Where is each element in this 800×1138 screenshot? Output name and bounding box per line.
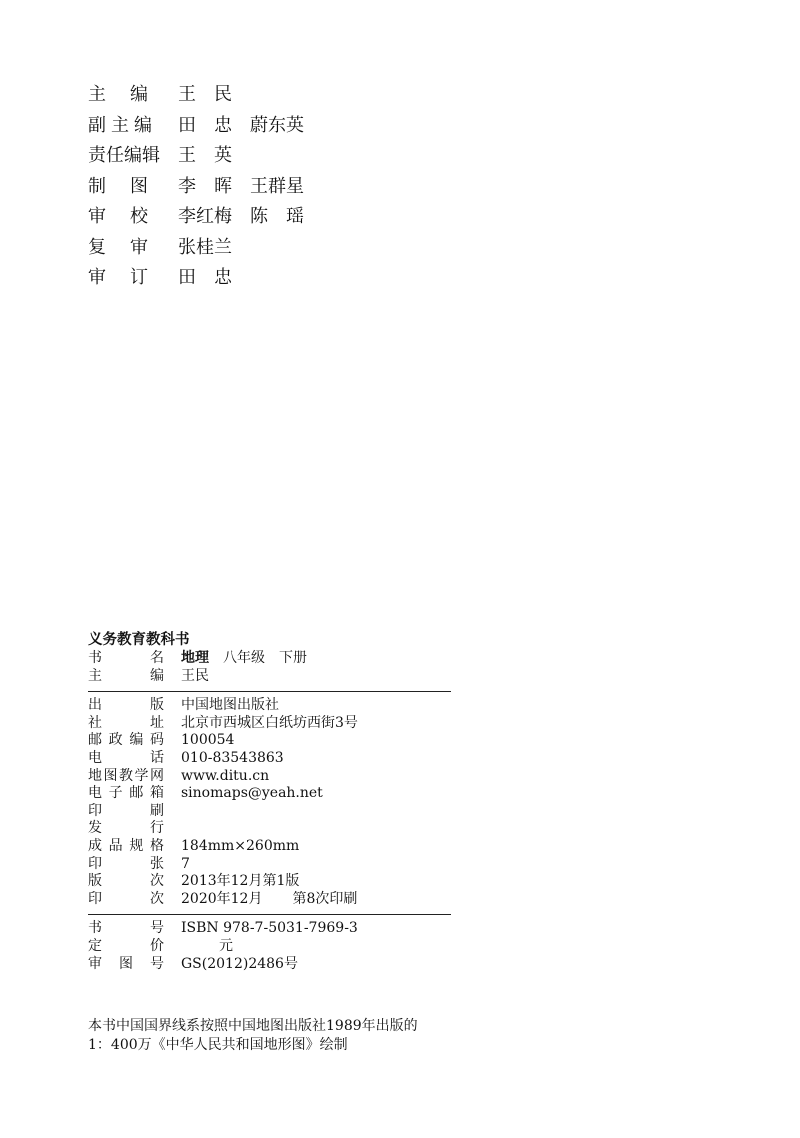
price-row	[88, 938, 451, 956]
credit-names: 王 英	[178, 145, 232, 166]
distribution-row	[88, 820, 451, 838]
credit-names: 田 忠 蔚东英	[178, 114, 304, 136]
impression-row	[88, 891, 451, 909]
website-label: 地 图 教 学 网	[88, 767, 164, 784]
credit-role: 审 校	[88, 206, 148, 227]
printing-label: 印 刷	[88, 802, 164, 819]
credit-names: 王 民	[178, 84, 232, 105]
isbn-label: 书 号	[88, 920, 164, 937]
book-name-row	[88, 650, 451, 668]
impression-label: 印 次	[88, 890, 164, 907]
boundary-note-line-2: 1：400万《中华人民共和国地形图》绘制	[88, 1037, 348, 1053]
credit-names: 李 晖 王群星	[178, 175, 304, 197]
printing-row	[88, 803, 451, 821]
sheets-value: 7	[181, 855, 190, 872]
editor-value: 王民	[181, 667, 209, 684]
distribution-label: 发 行	[88, 820, 164, 837]
boundary-note-line-1: 本书中国国界线系按照中国地图出版社1989年出版的	[88, 1018, 418, 1034]
website-value: www.ditu.cn	[181, 767, 270, 784]
size-row	[88, 838, 451, 856]
phone-value: 010-83543863	[181, 749, 284, 766]
divider-bottom	[88, 914, 451, 915]
publisher-value: 中国地图出版社	[181, 697, 279, 714]
isbn-value: ISBN 978-7-5031-7969-3	[181, 920, 358, 937]
phone-row	[88, 750, 451, 768]
map-review-label: 审 图 号	[88, 955, 164, 972]
credit-role: 责 任 编 辑	[88, 145, 160, 166]
email-value: sinomaps@yeah.net	[181, 785, 323, 802]
impression-value: 2020年12月 第8次印刷	[181, 890, 358, 907]
edition-row	[88, 873, 451, 891]
book-name-label: 书 名	[88, 650, 164, 666]
editor-row	[88, 668, 451, 686]
credit-role: 副 主 编	[88, 114, 152, 136]
credit-role: 复 审	[88, 236, 148, 258]
price-label: 定 价	[88, 937, 164, 954]
credit-names: 田 忠	[178, 267, 232, 288]
address-label: 社 址	[88, 714, 164, 731]
price-value: 元	[219, 937, 233, 954]
postcode-row	[88, 732, 451, 750]
publisher-label: 出 版	[88, 697, 164, 714]
isbn-row	[88, 920, 451, 938]
series-title: 义务教育教科书	[88, 631, 190, 648]
editor-label: 主 编	[88, 667, 164, 684]
size-value: 184mm×260mm	[181, 837, 300, 854]
credit-role: 主 编	[88, 84, 148, 105]
credit-names: 李红梅 陈 瑶	[178, 206, 304, 227]
book-name-value: 地理 八年级 下册	[181, 650, 307, 666]
edition-value: 2013年12月第1版	[181, 873, 300, 890]
sheets-row	[88, 856, 451, 874]
credit-names: 张桂兰	[178, 236, 232, 258]
map-review-value: GS(2012)2486号	[181, 955, 298, 972]
website-row	[88, 768, 451, 786]
size-label: 成 品 规 格	[88, 837, 164, 854]
address-row	[88, 715, 451, 733]
credit-role: 制 图	[88, 175, 148, 197]
publisher-row	[88, 697, 451, 715]
email-label: 电 子 邮 箱	[88, 785, 164, 802]
edition-label: 版 次	[88, 873, 164, 890]
postcode-value: 100054	[181, 732, 235, 749]
colophon	[88, 630, 451, 973]
phone-label: 电 话	[88, 749, 164, 766]
address-value: 北京市西城区白纸坊西街3号	[181, 714, 358, 731]
email-row	[88, 785, 451, 803]
divider-top	[88, 691, 451, 692]
map-review-row	[88, 956, 451, 974]
sheets-label: 印 张	[88, 855, 164, 872]
credit-role: 审 订	[88, 267, 148, 288]
boundary-note	[88, 1017, 418, 1055]
postcode-label: 邮 政 编 码	[88, 732, 164, 749]
